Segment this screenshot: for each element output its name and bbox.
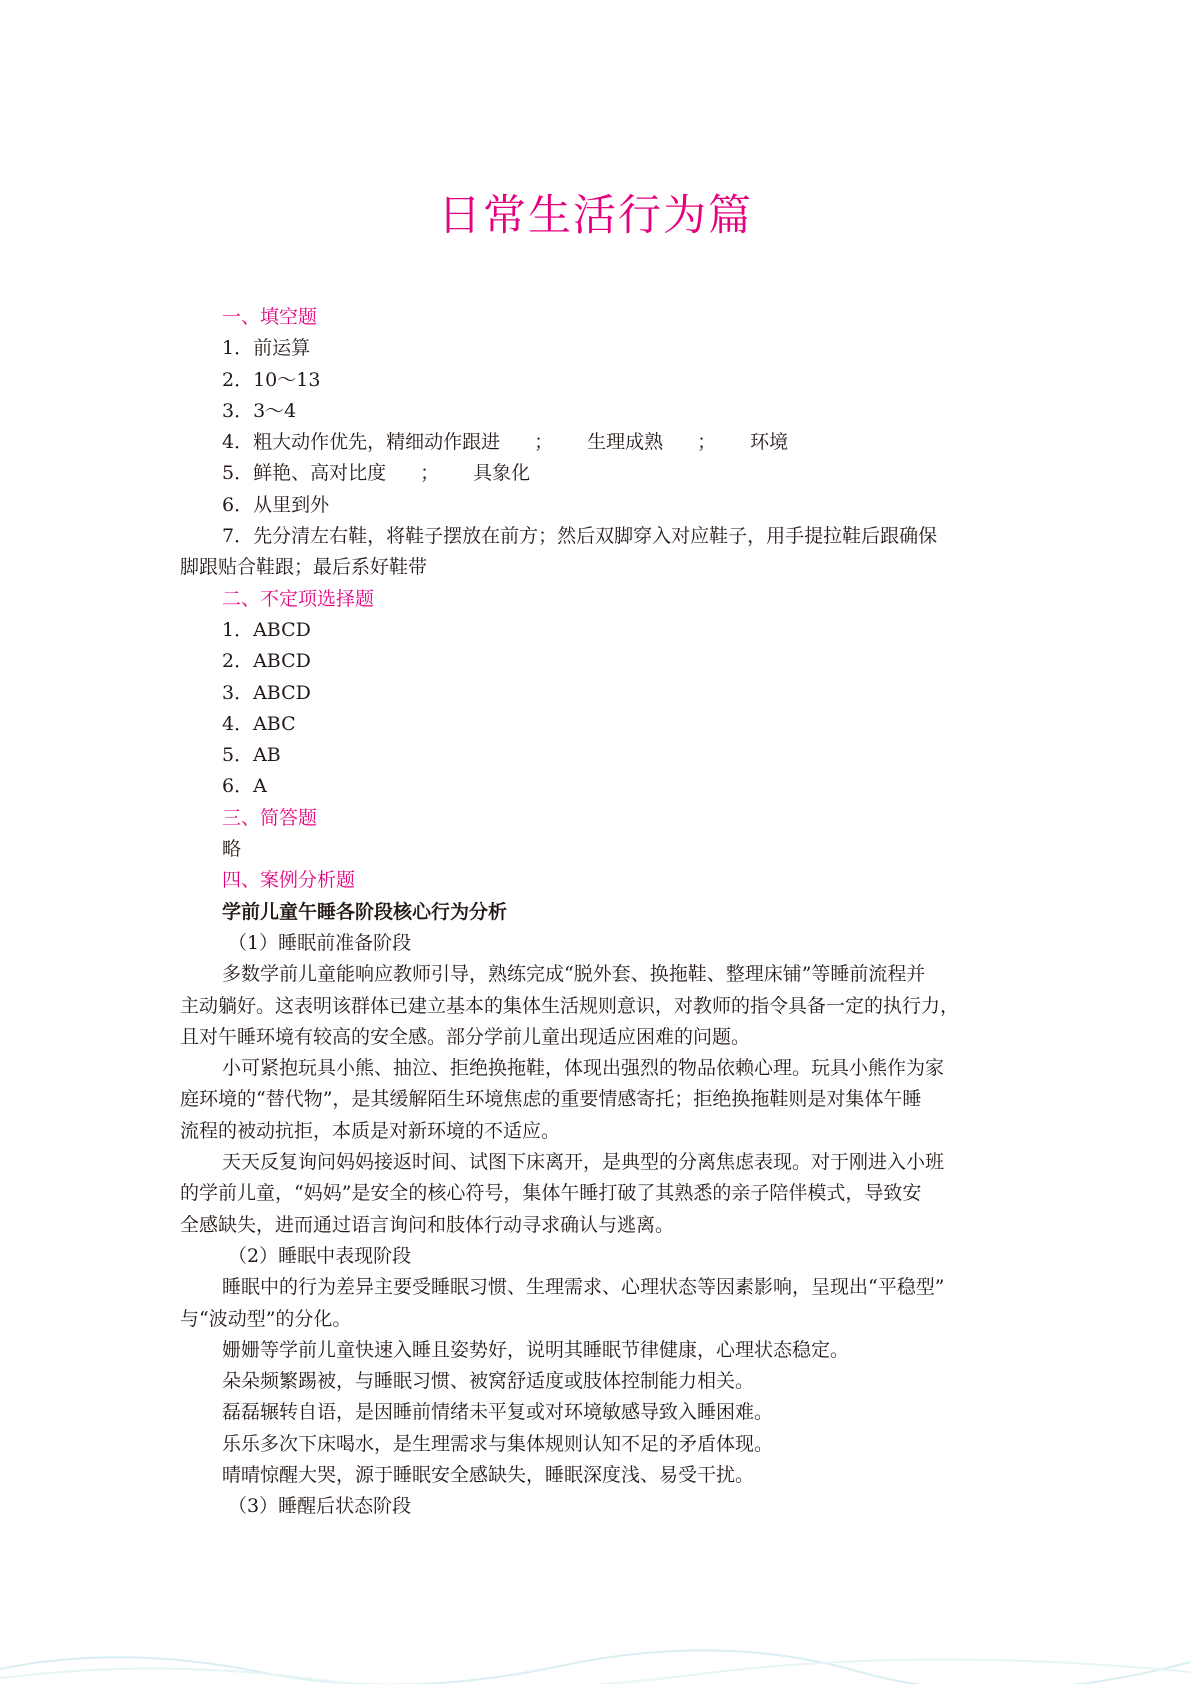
answer-separator: ； (534, 431, 554, 454)
section-heading-case-analysis: 四、案例分析题 (222, 869, 356, 892)
answer-item: 1．ABCD (222, 618, 311, 641)
stage-heading: （1）睡眠前准备阶段 (228, 931, 412, 954)
paragraph-line: 且对午睡环境有较高的安全感。部分学前儿童出现适应困难的问题。 (180, 1025, 751, 1048)
answer-item-7-line-2: 脚跟贴合鞋跟；最后系好鞋带 (180, 556, 428, 579)
answer-part: 环境 (750, 431, 789, 454)
section-heading-multiple-choice: 二、不定项选择题 (222, 587, 375, 610)
short-answer-text: 略 (222, 838, 242, 861)
paragraph-line: 睡眠中的行为差异主要受睡眠习惯、生理需求、心理状态等因素影响，呈现出“平稳型” (222, 1276, 945, 1299)
stage-heading: （2）睡眠中表现阶段 (228, 1244, 412, 1267)
paragraph-line: 磊磊辗转自语，是因睡前情绪未平复或对环境敏感导致入睡困难。 (222, 1401, 774, 1424)
answer-item: 1．前运算 (222, 337, 311, 360)
answer-item: 3．ABCD (222, 681, 311, 704)
answer-item: 4．ABC (222, 712, 296, 735)
answer-part: 4．粗大动作优先，精细动作跟进 (222, 431, 501, 454)
section-heading-short-answer: 三、简答题 (222, 806, 318, 829)
paragraph-line: 与“波动型”的分化。 (180, 1307, 352, 1330)
paragraph-line: 庭环境的“替代物”，是其缓解陌生环境焦虑的重要情感寄托；拒绝换拖鞋则是对集体午睡 (180, 1088, 922, 1111)
answer-part: 具象化 (473, 462, 531, 485)
answer-part: 生理成熟 (587, 431, 664, 454)
paragraph-line: 乐乐多次下床喝水，是生理需求与集体规则认知不足的矛盾体现。 (222, 1432, 774, 1455)
paragraph-line: 小可紧抱玩具小熊、抽泣、拒绝换拖鞋，体现出强烈的物品依赖心理。玩具小熊作为家 (222, 1057, 945, 1080)
paragraph-line: 主动躺好。这表明该群体已建立基本的集体生活规则意识，对教师的指令具备一定的执行力， (180, 994, 960, 1017)
answer-item: 5．AB (222, 744, 281, 767)
answer-separator: ； (420, 462, 440, 485)
stage-heading: （3）睡醒后状态阶段 (228, 1495, 412, 1518)
footer-decoration (0, 1614, 1191, 1684)
paragraph-line: 全感缺失，进而通过语言询问和肢体行动寻求确认与逃离。 (180, 1213, 675, 1236)
section-heading-fill-blank: 一、填空题 (222, 306, 318, 328)
paragraph-line: 天天反复询问妈妈接返时间、试图下床离开，是典型的分离焦虑表现。对于刚进入小班 (222, 1151, 945, 1174)
paragraph-line: 朵朵频繁踢被，与睡眠习惯、被窝舒适度或肢体控制能力相关。 (222, 1370, 755, 1393)
answer-item: 3．3～4 (222, 399, 297, 422)
case-subtitle: 学前儿童午睡各阶段核心行为分析 (222, 900, 508, 923)
answer-item (180, 427, 1012, 458)
paragraph-line: 晴晴惊醒大哭，源于睡眠安全感缺失，睡眠深度浅、易受干扰。 (222, 1463, 755, 1486)
answer-item-7-line-1: 7．先分清左右鞋，将鞋子摆放在前方；然后双脚穿入对应鞋子，用手提拉鞋后跟确保 (222, 525, 938, 548)
paragraph-line: 姗姗等学前儿童快速入睡且姿势好，说明其睡眠节律健康，心理状态稳定。 (222, 1338, 850, 1361)
answer-item: 2．10～13 (222, 368, 321, 391)
paragraph-line: 流程的被动抗拒，本质是对新环境的不适应。 (180, 1119, 561, 1142)
answer-item: 6．A (222, 775, 267, 798)
answer-item: 6．从里到外 (222, 493, 330, 516)
answer-item (180, 458, 1012, 489)
answer-part: 5．鲜艳、高对比度 (222, 462, 387, 485)
paragraph-line: 多数学前儿童能响应教师引导，熟练完成“脱外套、换拖鞋、整理床铺”等睡前流程并 (222, 963, 926, 986)
page-title: 日常生活行为篇 (438, 191, 753, 241)
answer-item: 2．ABCD (222, 650, 311, 673)
paragraph-line: 的学前儿童，“妈妈”是安全的核心符号，集体午睡打破了其熟悉的亲子陪伴模式，导致安 (180, 1182, 922, 1205)
answer-separator: ； (697, 431, 717, 454)
answer-content (180, 302, 1012, 1523)
